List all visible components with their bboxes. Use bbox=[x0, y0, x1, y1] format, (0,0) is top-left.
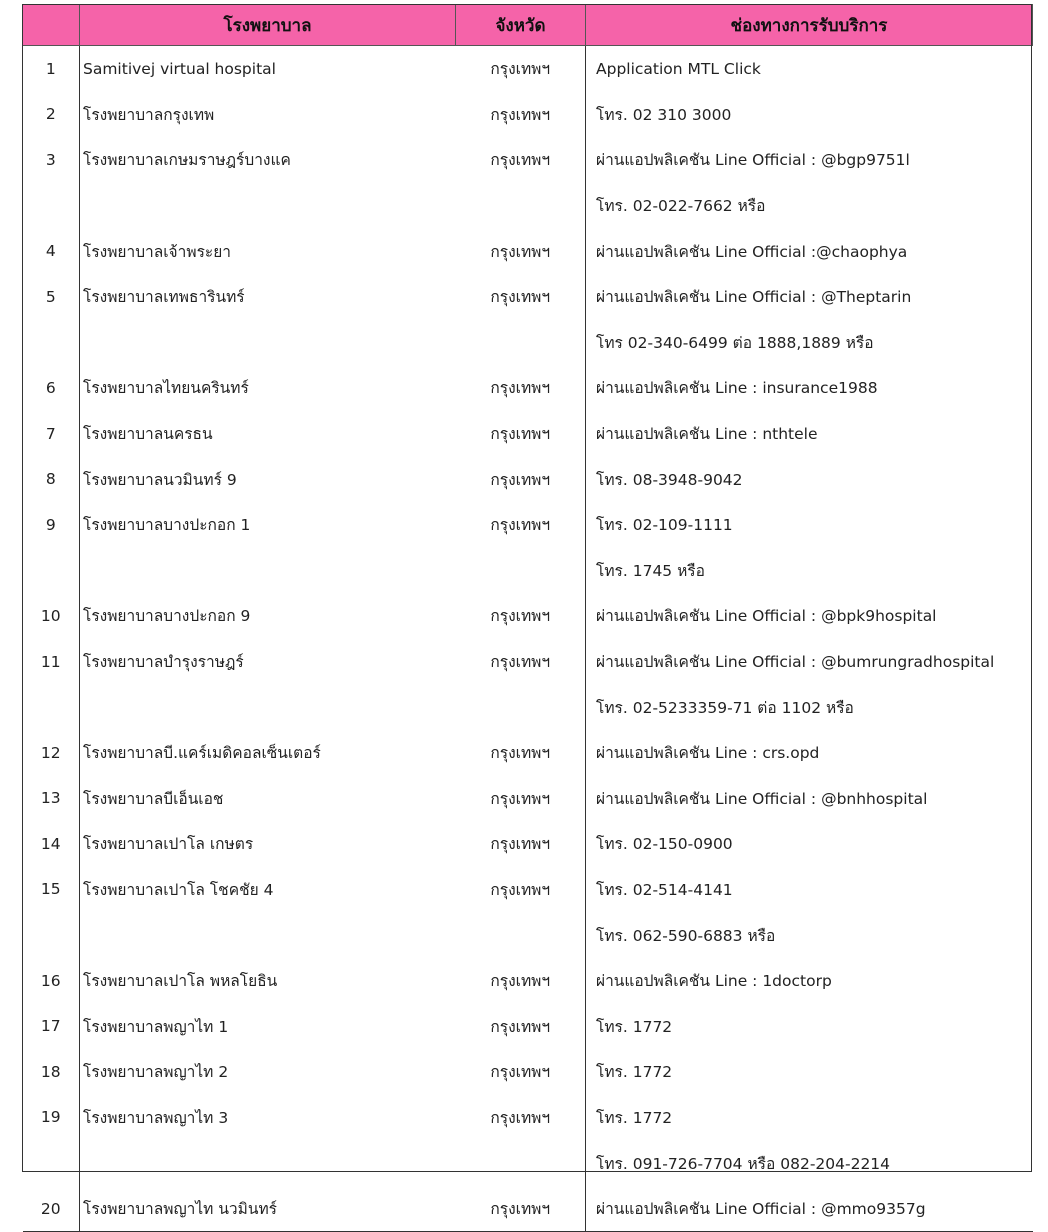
service-channel-cell: ผ่านแอปพลิเคชัน Line Official : @bnhhospital bbox=[586, 776, 1033, 822]
hospital-name-cell: โรงพยาบาลเจ้าพระยา bbox=[80, 228, 456, 274]
hospital-name-cell: โรงพยาบาลพญาไท นวมินทร์ bbox=[80, 1186, 456, 1232]
hospital-name-cell: โรงพยาบาลไทยนครินทร์ bbox=[80, 365, 456, 411]
table-row bbox=[23, 730, 1033, 776]
service-channel-cell: โทร. 1772 bbox=[586, 1095, 1033, 1141]
province-cell: กรุงเทพฯ bbox=[490, 880, 551, 899]
table-row bbox=[23, 821, 1033, 867]
row-number-cell: 11 bbox=[40, 652, 61, 671]
table-row bbox=[23, 912, 1033, 958]
row-number-cell: 16 bbox=[40, 971, 61, 990]
service-channel-cell: ผ่านแอปพลิเคชัน Line Official : @bpk9hospital bbox=[586, 593, 1033, 639]
row-number-cell bbox=[23, 320, 80, 366]
service-channel-cell: โทร. 02-022-7662 หรือ bbox=[586, 183, 1033, 229]
hospital-name-cell: โรงพยาบาลบีเอ็นเอช bbox=[80, 776, 456, 822]
hospital-table bbox=[22, 4, 1033, 1232]
table-row bbox=[23, 1049, 1033, 1095]
row-number-cell: 19 bbox=[40, 1108, 61, 1127]
hospital-name-cell: โรงพยาบาลพญาไท 3 bbox=[80, 1095, 456, 1141]
service-channel-cell: โทร. 062-590-6883 หรือ bbox=[586, 912, 1033, 958]
service-channel-cell: ผ่านแอปพลิเคชัน Line Official : @Theptarin bbox=[586, 274, 1033, 320]
header-hospital: โรงพยาบาล bbox=[80, 5, 456, 46]
hospital-name-cell: Samitivej virtual hospital bbox=[80, 46, 456, 92]
service-channel-cell: ผ่านแอปพลิเคชัน Line : crs.opd bbox=[586, 730, 1033, 776]
row-number-cell: 8 bbox=[45, 470, 56, 489]
table-row bbox=[23, 274, 1033, 320]
row-number-cell: 15 bbox=[40, 880, 61, 899]
province-cell: กรุงเทพฯ bbox=[490, 470, 551, 489]
province-cell bbox=[456, 912, 586, 958]
service-channel-cell: ผ่านแอปพลิเคชัน Line : 1doctorp bbox=[586, 958, 1033, 1004]
province-cell: กรุงเทพฯ bbox=[490, 288, 551, 307]
province-cell: กรุงเทพฯ bbox=[490, 425, 551, 444]
row-number-cell bbox=[23, 1140, 80, 1186]
table-row bbox=[23, 502, 1033, 548]
hospital-name-cell: โรงพยาบาลพญาไท 1 bbox=[80, 1003, 456, 1049]
table-row bbox=[23, 776, 1033, 822]
table-row bbox=[23, 46, 1033, 92]
row-number-cell: 1 bbox=[45, 59, 56, 78]
table-row bbox=[23, 867, 1033, 913]
province-cell bbox=[456, 183, 586, 229]
row-number-cell: 6 bbox=[45, 378, 56, 397]
row-number-cell bbox=[23, 548, 80, 594]
table-row bbox=[23, 958, 1033, 1004]
province-cell: กรุงเทพฯ bbox=[490, 60, 551, 79]
table-row bbox=[23, 137, 1033, 183]
table-row bbox=[23, 1186, 1033, 1232]
table-row bbox=[23, 320, 1033, 366]
row-number-cell: 3 bbox=[45, 150, 56, 169]
province-cell bbox=[456, 684, 586, 730]
service-channel-cell: ผ่านแอปพลิเคชัน Line Official : @bumrungradhospital bbox=[586, 639, 1033, 685]
province-cell: กรุงเทพฯ bbox=[490, 151, 551, 170]
service-channel-cell: โทร. 02-150-0900 bbox=[586, 821, 1033, 867]
hospital-name-cell: โรงพยาบาลพญาไท 2 bbox=[80, 1049, 456, 1095]
province-cell: กรุงเทพฯ bbox=[456, 1186, 586, 1232]
table-row bbox=[23, 1003, 1033, 1049]
hospital-name-cell bbox=[80, 183, 456, 229]
province-cell: กรุงเทพฯ bbox=[490, 379, 551, 398]
table-row bbox=[23, 183, 1033, 229]
row-number-cell: 10 bbox=[40, 606, 61, 625]
row-number-cell bbox=[23, 684, 80, 730]
service-channel-cell: ผ่านแอปพลิเคชัน Line Official : @mmo9357g bbox=[586, 1186, 1033, 1232]
row-number-cell: 13 bbox=[40, 789, 61, 808]
row-number-cell: 18 bbox=[40, 1062, 61, 1081]
table-header-row bbox=[23, 5, 1033, 46]
hospital-name-cell bbox=[80, 1140, 456, 1186]
hospital-name-cell: โรงพยาบาลบำรุงราษฎร์ bbox=[80, 639, 456, 685]
hospital-name-cell bbox=[80, 320, 456, 366]
row-number-cell bbox=[23, 183, 80, 229]
row-number-cell bbox=[23, 912, 80, 958]
header-province: จังหวัด bbox=[456, 5, 586, 46]
province-cell: กรุงเทพฯ bbox=[490, 789, 551, 808]
service-channel-cell: โทร. 1745 หรือ bbox=[586, 548, 1033, 594]
hospital-name-cell: โรงพยาบาลเปาโล โชคชัย 4 bbox=[80, 867, 456, 913]
service-channel-cell: ผ่านแอปพลิเคชัน Line Official :@chaophya bbox=[586, 228, 1033, 274]
table-row bbox=[23, 228, 1033, 274]
service-channel-cell: Application MTL Click bbox=[586, 46, 1033, 92]
province-cell: กรุงเทพฯ bbox=[490, 653, 551, 672]
table-row bbox=[23, 411, 1033, 457]
hospital-name-cell bbox=[80, 684, 456, 730]
table-row bbox=[23, 1140, 1033, 1186]
service-channel-cell: ผ่านแอปพลิเคชัน Line : nthtele bbox=[586, 411, 1033, 457]
table-row bbox=[23, 593, 1033, 639]
service-channel-cell: โทร. 02-514-4141 bbox=[586, 867, 1033, 913]
province-cell: กรุงเทพฯ bbox=[490, 242, 551, 261]
service-channel-cell: โทร. 02 310 3000 bbox=[586, 92, 1033, 138]
hospital-name-cell: โรงพยาบาลเปาโล เกษตร bbox=[80, 821, 456, 867]
row-number-cell: 4 bbox=[45, 242, 56, 261]
row-number-cell: 9 bbox=[45, 515, 56, 534]
hospital-name-cell: โรงพยาบาลเกษมราษฎร์บางแค bbox=[80, 137, 456, 183]
header-channel: ช่องทางการรับบริการ bbox=[586, 5, 1033, 46]
service-channel-cell: โทร. 02-109-1111 bbox=[586, 502, 1033, 548]
row-number-cell: 17 bbox=[40, 1017, 61, 1036]
province-cell: กรุงเทพฯ bbox=[490, 744, 551, 763]
table-row bbox=[23, 456, 1033, 502]
hospital-name-cell: โรงพยาบาลกรุงเทพ bbox=[80, 92, 456, 138]
service-channel-cell: โทร. 02-5233359-71 ต่อ 1102 หรือ bbox=[586, 684, 1033, 730]
province-cell: กรุงเทพฯ bbox=[490, 516, 551, 535]
province-cell: กรุงเทพฯ bbox=[490, 607, 551, 626]
table-row bbox=[23, 92, 1033, 138]
province-cell: กรุงเทพฯ bbox=[490, 1108, 551, 1127]
service-channel-cell: โทร. 1772 bbox=[586, 1049, 1033, 1095]
hospital-name-cell bbox=[80, 912, 456, 958]
hospital-name-cell: โรงพยาบาลเปาโล พหลโยธิน bbox=[80, 958, 456, 1004]
province-cell: กรุงเทพฯ bbox=[490, 835, 551, 854]
table-row bbox=[23, 365, 1033, 411]
hospital-name-cell: โรงพยาบาลนครธน bbox=[80, 411, 456, 457]
hospital-name-cell: โรงพยาบาลบี.แคร์เมดิคอลเซ็นเตอร์ bbox=[80, 730, 456, 776]
hospital-name-cell: โรงพยาบาลบางปะกอก 1 bbox=[80, 502, 456, 548]
row-number-cell: 7 bbox=[45, 424, 56, 443]
hospital-name-cell: โรงพยาบาลนวมินทร์ 9 bbox=[80, 456, 456, 502]
row-number-cell: 5 bbox=[45, 287, 56, 306]
hospital-name-cell: โรงพยาบาลบางปะกอก 9 bbox=[80, 593, 456, 639]
hospital-name-cell: โรงพยาบาลเทพธารินทร์ bbox=[80, 274, 456, 320]
row-number-cell: 2 bbox=[45, 105, 56, 124]
header-number bbox=[23, 5, 80, 46]
table-row bbox=[23, 684, 1033, 730]
table-body bbox=[23, 46, 1033, 1232]
table-row bbox=[23, 1095, 1033, 1141]
province-cell: กรุงเทพฯ bbox=[490, 105, 551, 124]
province-cell bbox=[456, 320, 586, 366]
province-cell bbox=[456, 1140, 586, 1186]
row-number-cell: 14 bbox=[40, 834, 61, 853]
service-channel-cell: โทร. 08-3948-9042 bbox=[586, 456, 1033, 502]
service-channel-cell: โทร. 1772 bbox=[586, 1003, 1033, 1049]
row-number-cell: 20 bbox=[23, 1186, 80, 1232]
service-channel-cell: โทร. 091-726-7704 หรือ 082-204-2214 bbox=[586, 1140, 1033, 1186]
hospital-table-sheet bbox=[22, 4, 1032, 1219]
table-row bbox=[23, 548, 1033, 594]
row-number-cell: 12 bbox=[40, 743, 61, 762]
service-channel-cell: ผ่านแอปพลิเคชัน Line Official : @bgp9751l bbox=[586, 137, 1033, 183]
service-channel-cell: ผ่านแอปพลิเคชัน Line : insurance1988 bbox=[586, 365, 1033, 411]
province-cell: กรุงเทพฯ bbox=[490, 972, 551, 991]
table-row bbox=[23, 639, 1033, 685]
province-cell: กรุงเทพฯ bbox=[490, 1063, 551, 1082]
province-cell bbox=[456, 548, 586, 594]
province-cell: กรุงเทพฯ bbox=[490, 1017, 551, 1036]
hospital-name-cell bbox=[80, 548, 456, 594]
service-channel-cell: โทร 02-340-6499 ต่อ 1888,1889 หรือ bbox=[586, 320, 1033, 366]
